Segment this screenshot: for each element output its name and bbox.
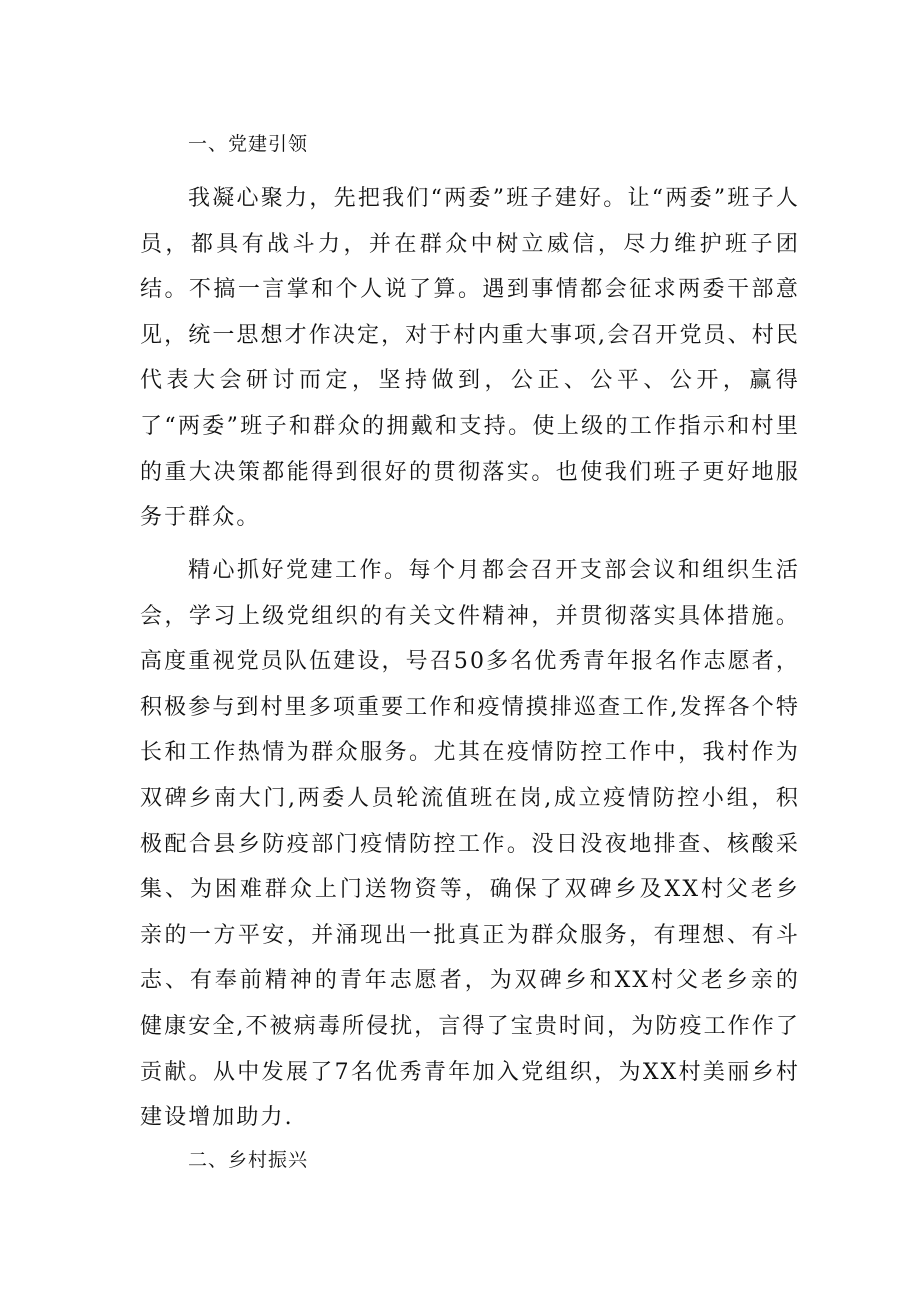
section-heading-rural-revitalization: 二、乡村振兴 — [188, 1149, 309, 1171]
section-heading-party-building: 一、党建引领 — [188, 133, 309, 155]
paragraph-two-committees: 我凝心聚力，先把我们“两委”班子建好。让“两委”班子人员，都具有战斗力，并在群众中树立威信，尽力维护班子团结。不搞一言掌和个人说了算。遇到事情都会征求两委干部意见，统一思想才作决定，对于村内重大事项,会召开党员、村民代表大会研讨而定，坚持做到，公正、公平、公开，赢得了“两委”班子和群众的拥戴和支持。使上级的工作指示和村里的重大决策都能得到很好的贯彻落实。也使我们班子更好地服务于群众。 — [140, 186, 800, 531]
paragraph-party-work: 精心抓好党建工作。每个月都会召开支部会议和组织生活会，学习上级党组织的有关文件精神，并贯彻落实具体措施。高度重视党员队伍建设，号召50多名优秀青年报名作志愿者，积极参与到村里多项重要工作和疫情摸排巡查工作,发挥各个特长和工作热情为群众服务。尤其在疫情防控工作中，我村作为双碑乡南大门,两委人员轮流值班在岗,成立疫情防控小组，积极配合县乡防疫部门疫情防控工作。没日没夜地排查、核酸采集、为困难群众上门送物资等，确保了双碑乡及XX村父老乡亲的一方平安，并涌现出一批真正为群众服务，有理想、有斗志、有奉前精神的青年志愿者，为双碑乡和XX村父老乡亲的健康安全,不被病毒所侵扰，言得了宝贵时间，为防疫工作作了贡献。从中发展了7名优秀青年加入党组织，为XX村美丽乡村建设增加助力. — [140, 558, 800, 1131]
